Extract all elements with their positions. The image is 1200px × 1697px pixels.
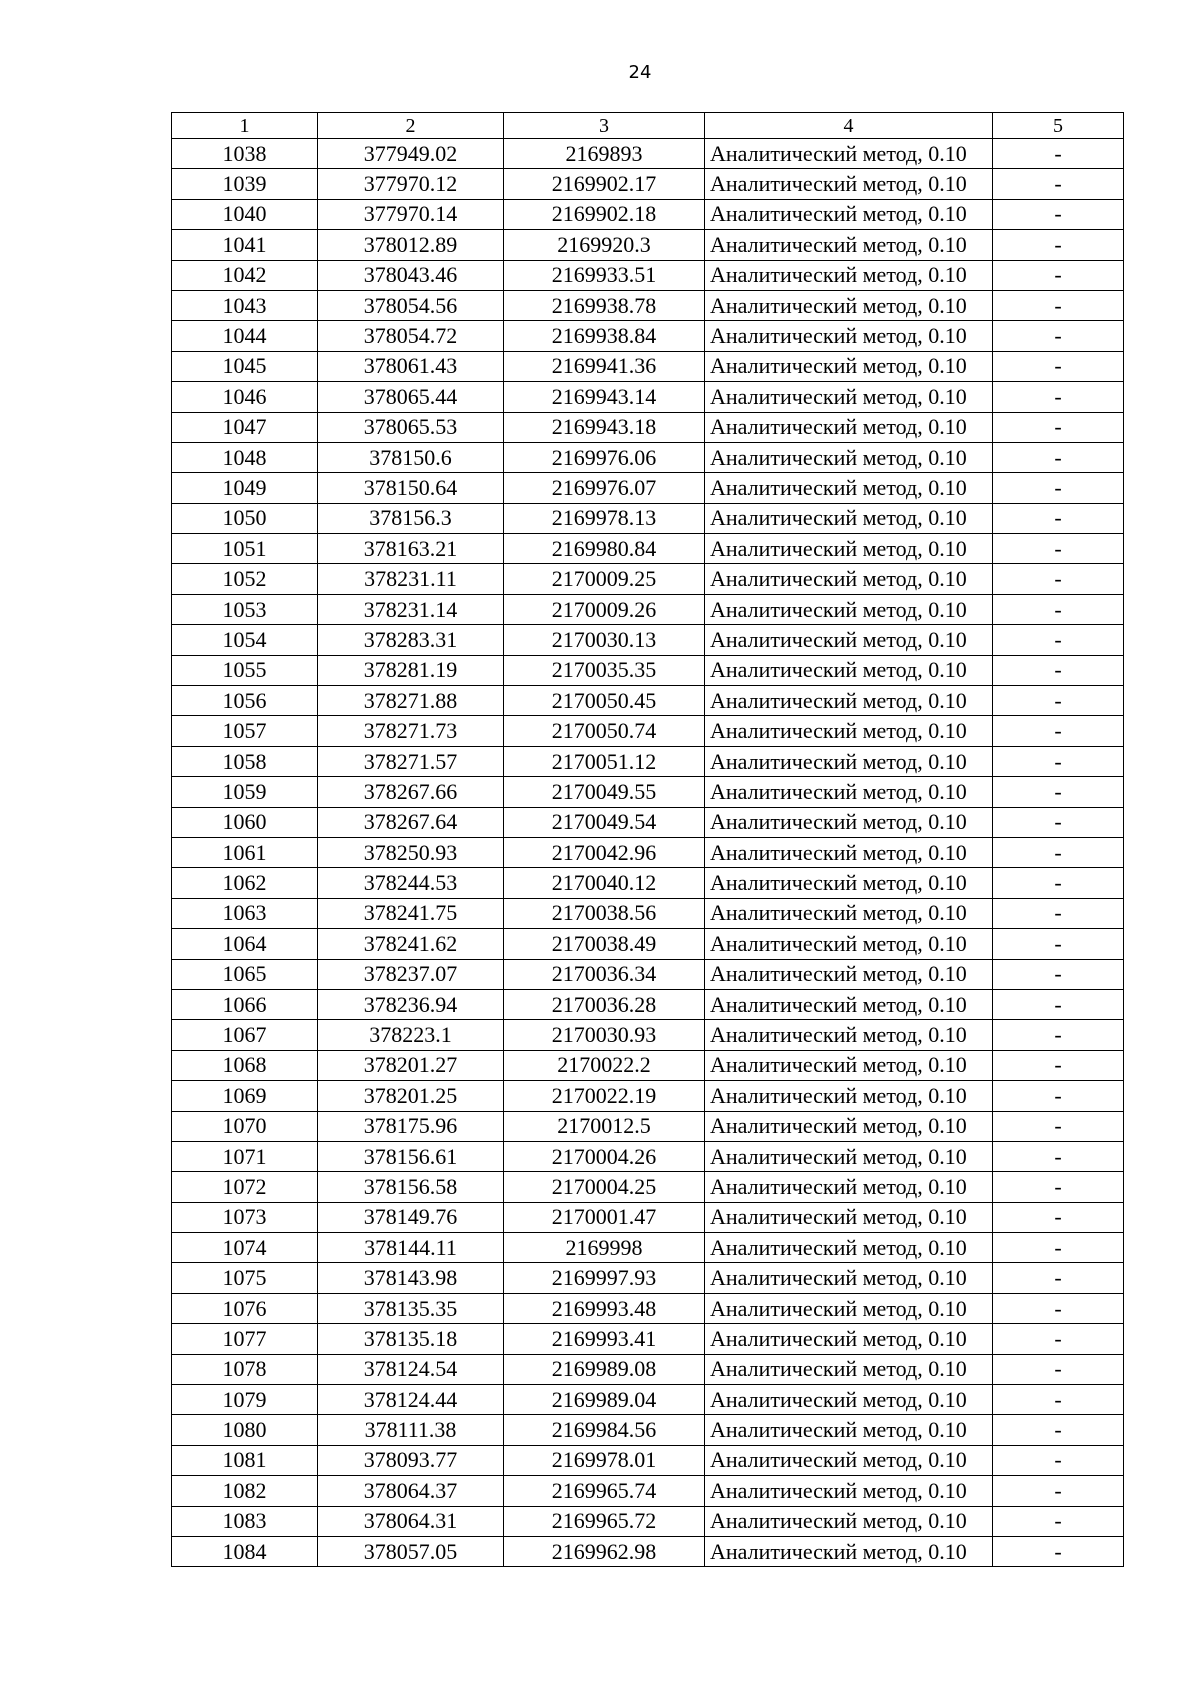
note-cell: - [993,746,1124,776]
method-cell: Аналитический метод, 0.10 [705,1172,993,1202]
y-coordinate-cell: 2169902.17 [504,169,705,199]
x-coordinate-cell: 378223.1 [318,1020,504,1050]
method-cell: Аналитический метод, 0.10 [705,290,993,320]
point-number-cell: 1056 [172,686,318,716]
method-cell: Аналитический метод, 0.10 [705,1020,993,1050]
method-cell: Аналитический метод, 0.10 [705,473,993,503]
method-cell: Аналитический метод, 0.10 [705,807,993,837]
point-number-cell: 1067 [172,1020,318,1050]
table-row [172,989,1124,1019]
table-row [172,746,1124,776]
note-cell: - [993,1324,1124,1354]
note-cell: - [993,1202,1124,1232]
y-coordinate-cell: 2169941.36 [504,351,705,381]
y-coordinate-cell: 2170038.49 [504,929,705,959]
column-header: 2 [318,113,504,139]
table-row [172,1506,1124,1536]
y-coordinate-cell: 2169978.13 [504,503,705,533]
y-coordinate-cell: 2169902.18 [504,199,705,229]
column-header: 4 [705,113,993,139]
x-coordinate-cell: 378012.89 [318,230,504,260]
table-row [172,169,1124,199]
table-row [172,260,1124,290]
x-coordinate-cell: 378231.14 [318,594,504,624]
table-row [172,625,1124,655]
point-number-cell: 1042 [172,260,318,290]
method-cell: Аналитический метод, 0.10 [705,1385,993,1415]
table-row [172,1111,1124,1141]
x-coordinate-cell: 377970.14 [318,199,504,229]
point-number-cell: 1061 [172,837,318,867]
note-cell: - [993,564,1124,594]
table-row [172,1536,1124,1566]
point-number-cell: 1068 [172,1050,318,1080]
point-number-cell: 1063 [172,898,318,928]
point-number-cell: 1052 [172,564,318,594]
point-number-cell: 1059 [172,777,318,807]
point-number-cell: 1040 [172,199,318,229]
x-coordinate-cell: 378244.53 [318,868,504,898]
point-number-cell: 1060 [172,807,318,837]
note-cell: - [993,837,1124,867]
x-coordinate-cell: 378156.61 [318,1141,504,1171]
note-cell: - [993,1233,1124,1263]
x-coordinate-cell: 378150.64 [318,473,504,503]
note-cell: - [993,1172,1124,1202]
method-cell: Аналитический метод, 0.10 [705,260,993,290]
y-coordinate-cell: 2170004.25 [504,1172,705,1202]
table-row [172,1081,1124,1111]
method-cell: Аналитический метод, 0.10 [705,503,993,533]
point-number-cell: 1069 [172,1081,318,1111]
x-coordinate-cell: 378111.38 [318,1415,504,1445]
method-cell: Аналитический метод, 0.10 [705,1324,993,1354]
point-number-cell: 1076 [172,1293,318,1323]
method-cell: Аналитический метод, 0.10 [705,746,993,776]
method-cell: Аналитический метод, 0.10 [705,837,993,867]
method-cell: Аналитический метод, 0.10 [705,1445,993,1475]
table-row [172,1233,1124,1263]
note-cell: - [993,230,1124,260]
x-coordinate-cell: 378267.66 [318,777,504,807]
table-row [172,321,1124,351]
point-number-cell: 1062 [172,868,318,898]
y-coordinate-cell: 2169997.93 [504,1263,705,1293]
x-coordinate-cell: 378241.75 [318,898,504,928]
y-coordinate-cell: 2169984.56 [504,1415,705,1445]
y-coordinate-cell: 2169962.98 [504,1536,705,1566]
y-coordinate-cell: 2170009.25 [504,564,705,594]
x-coordinate-cell: 378135.18 [318,1324,504,1354]
table-body [172,139,1124,1567]
table-row [172,1293,1124,1323]
note-cell: - [993,1354,1124,1384]
x-coordinate-cell: 378143.98 [318,1263,504,1293]
point-number-cell: 1074 [172,1233,318,1263]
table-row [172,351,1124,381]
x-coordinate-cell: 378124.54 [318,1354,504,1384]
method-cell: Аналитический метод, 0.10 [705,686,993,716]
y-coordinate-cell: 2170035.35 [504,655,705,685]
x-coordinate-cell: 378054.56 [318,290,504,320]
x-coordinate-cell: 378163.21 [318,534,504,564]
point-number-cell: 1041 [172,230,318,260]
table-row [172,959,1124,989]
table-row [172,1476,1124,1506]
method-cell: Аналитический метод, 0.10 [705,534,993,564]
note-cell: - [993,1111,1124,1141]
note-cell: - [993,686,1124,716]
y-coordinate-cell: 2170040.12 [504,868,705,898]
point-number-cell: 1065 [172,959,318,989]
note-cell: - [993,260,1124,290]
note-cell: - [993,534,1124,564]
table-row [172,837,1124,867]
method-cell: Аналитический метод, 0.10 [705,868,993,898]
y-coordinate-cell: 2169938.84 [504,321,705,351]
table-row [172,898,1124,928]
x-coordinate-cell: 378135.35 [318,1293,504,1323]
point-number-cell: 1080 [172,1415,318,1445]
point-number-cell: 1045 [172,351,318,381]
table-row [172,686,1124,716]
y-coordinate-cell: 2170030.13 [504,625,705,655]
note-cell: - [993,1415,1124,1445]
method-cell: Аналитический метод, 0.10 [705,412,993,442]
y-coordinate-cell: 2170022.2 [504,1050,705,1080]
point-number-cell: 1066 [172,989,318,1019]
table-row [172,1385,1124,1415]
note-cell: - [993,655,1124,685]
note-cell: - [993,1536,1124,1566]
column-header: 5 [993,113,1124,139]
note-cell: - [993,929,1124,959]
y-coordinate-cell: 2169976.07 [504,473,705,503]
note-cell: - [993,412,1124,442]
method-cell: Аналитический метод, 0.10 [705,625,993,655]
x-coordinate-cell: 378236.94 [318,989,504,1019]
table-row [172,199,1124,229]
point-number-cell: 1047 [172,412,318,442]
y-coordinate-cell: 2169993.41 [504,1324,705,1354]
y-coordinate-cell: 2169998 [504,1233,705,1263]
method-cell: Аналитический метод, 0.10 [705,1263,993,1293]
method-cell: Аналитический метод, 0.10 [705,1111,993,1141]
x-coordinate-cell: 378201.27 [318,1050,504,1080]
note-cell: - [993,1385,1124,1415]
method-cell: Аналитический метод, 0.10 [705,959,993,989]
y-coordinate-cell: 2169943.18 [504,412,705,442]
y-coordinate-cell: 2170004.26 [504,1141,705,1171]
point-number-cell: 1051 [172,534,318,564]
table-row [172,655,1124,685]
table-row [172,594,1124,624]
table-row [172,290,1124,320]
x-coordinate-cell: 378093.77 [318,1445,504,1475]
method-cell: Аналитический метод, 0.10 [705,1354,993,1384]
note-cell: - [993,1445,1124,1475]
table-row [172,382,1124,412]
x-coordinate-cell: 378064.31 [318,1506,504,1536]
y-coordinate-cell: 2169943.14 [504,382,705,412]
table-row [172,868,1124,898]
method-cell: Аналитический метод, 0.10 [705,1233,993,1263]
note-cell: - [993,1081,1124,1111]
point-number-cell: 1049 [172,473,318,503]
point-number-cell: 1053 [172,594,318,624]
note-cell: - [993,898,1124,928]
y-coordinate-cell: 2169965.72 [504,1506,705,1536]
point-number-cell: 1075 [172,1263,318,1293]
point-number-cell: 1048 [172,442,318,472]
y-coordinate-cell: 2169920.3 [504,230,705,260]
x-coordinate-cell: 378267.64 [318,807,504,837]
note-cell: - [993,1476,1124,1506]
method-cell: Аналитический метод, 0.10 [705,1202,993,1232]
note-cell: - [993,1020,1124,1050]
y-coordinate-cell: 2169989.08 [504,1354,705,1384]
method-cell: Аналитический метод, 0.10 [705,230,993,260]
x-coordinate-cell: 378271.57 [318,746,504,776]
point-number-cell: 1070 [172,1111,318,1141]
y-coordinate-cell: 2170022.19 [504,1081,705,1111]
point-number-cell: 1072 [172,1172,318,1202]
x-coordinate-cell: 378124.44 [318,1385,504,1415]
note-cell: - [993,777,1124,807]
table-row [172,1354,1124,1384]
table-row [172,442,1124,472]
method-cell: Аналитический метод, 0.10 [705,564,993,594]
method-cell: Аналитический метод, 0.10 [705,1415,993,1445]
method-cell: Аналитический метод, 0.10 [705,898,993,928]
note-cell: - [993,382,1124,412]
method-cell: Аналитический метод, 0.10 [705,655,993,685]
point-number-cell: 1077 [172,1324,318,1354]
note-cell: - [993,321,1124,351]
method-cell: Аналитический метод, 0.10 [705,139,993,169]
x-coordinate-cell: 378283.31 [318,625,504,655]
x-coordinate-cell: 377949.02 [318,139,504,169]
table-row [172,139,1124,169]
point-number-cell: 1083 [172,1506,318,1536]
note-cell: - [993,594,1124,624]
note-cell: - [993,473,1124,503]
y-coordinate-cell: 2170012.5 [504,1111,705,1141]
y-coordinate-cell: 2169965.74 [504,1476,705,1506]
point-number-cell: 1071 [172,1141,318,1171]
x-coordinate-cell: 378065.53 [318,412,504,442]
y-coordinate-cell: 2170038.56 [504,898,705,928]
method-cell: Аналитический метод, 0.10 [705,351,993,381]
method-cell: Аналитический метод, 0.10 [705,1476,993,1506]
method-cell: Аналитический метод, 0.10 [705,777,993,807]
y-coordinate-cell: 2170036.28 [504,989,705,1019]
table-row [172,412,1124,442]
note-cell: - [993,442,1124,472]
column-header: 3 [504,113,705,139]
point-number-cell: 1081 [172,1445,318,1475]
y-coordinate-cell: 2169893 [504,139,705,169]
x-coordinate-cell: 378237.07 [318,959,504,989]
point-number-cell: 1054 [172,625,318,655]
table-row [172,1050,1124,1080]
y-coordinate-cell: 2169980.84 [504,534,705,564]
table-row [172,807,1124,837]
method-cell: Аналитический метод, 0.10 [705,442,993,472]
table-row [172,1445,1124,1475]
point-number-cell: 1046 [172,382,318,412]
note-cell: - [993,989,1124,1019]
method-cell: Аналитический метод, 0.10 [705,929,993,959]
table-row [172,929,1124,959]
y-coordinate-cell: 2170050.45 [504,686,705,716]
y-coordinate-cell: 2170049.55 [504,777,705,807]
x-coordinate-cell: 378149.76 [318,1202,504,1232]
point-number-cell: 1038 [172,139,318,169]
table-row [172,564,1124,594]
note-cell: - [993,199,1124,229]
point-number-cell: 1064 [172,929,318,959]
y-coordinate-cell: 2170051.12 [504,746,705,776]
x-coordinate-cell: 378175.96 [318,1111,504,1141]
x-coordinate-cell: 378156.3 [318,503,504,533]
note-cell: - [993,503,1124,533]
x-coordinate-cell: 378201.25 [318,1081,504,1111]
point-number-cell: 1073 [172,1202,318,1232]
point-number-cell: 1044 [172,321,318,351]
table-row [172,777,1124,807]
y-coordinate-cell: 2170049.54 [504,807,705,837]
point-number-cell: 1058 [172,746,318,776]
method-cell: Аналитический метод, 0.10 [705,382,993,412]
note-cell: - [993,1141,1124,1171]
column-header: 1 [172,113,318,139]
point-number-cell: 1078 [172,1354,318,1384]
table-row [172,1415,1124,1445]
note-cell: - [993,868,1124,898]
x-coordinate-cell: 378054.72 [318,321,504,351]
x-coordinate-cell: 378241.62 [318,929,504,959]
method-cell: Аналитический метод, 0.10 [705,1141,993,1171]
note-cell: - [993,139,1124,169]
note-cell: - [993,807,1124,837]
note-cell: - [993,1050,1124,1080]
coordinates-table [171,112,1124,1567]
y-coordinate-cell: 2170050.74 [504,716,705,746]
y-coordinate-cell: 2170001.47 [504,1202,705,1232]
y-coordinate-cell: 2170009.26 [504,594,705,624]
table-row [172,473,1124,503]
x-coordinate-cell: 378064.37 [318,1476,504,1506]
point-number-cell: 1055 [172,655,318,685]
note-cell: - [993,1506,1124,1536]
table-header-row [172,113,1124,139]
x-coordinate-cell: 378250.93 [318,837,504,867]
note-cell: - [993,959,1124,989]
method-cell: Аналитический метод, 0.10 [705,169,993,199]
note-cell: - [993,290,1124,320]
method-cell: Аналитический метод, 0.10 [705,1536,993,1566]
point-number-cell: 1050 [172,503,318,533]
y-coordinate-cell: 2169938.78 [504,290,705,320]
point-number-cell: 1079 [172,1385,318,1415]
point-number-cell: 1039 [172,169,318,199]
table-row [172,1172,1124,1202]
x-coordinate-cell: 378057.05 [318,1536,504,1566]
x-coordinate-cell: 378061.43 [318,351,504,381]
point-number-cell: 1082 [172,1476,318,1506]
x-coordinate-cell: 378156.58 [318,1172,504,1202]
table-row [172,1202,1124,1232]
y-coordinate-cell: 2169978.01 [504,1445,705,1475]
note-cell: - [993,1293,1124,1323]
note-cell: - [993,351,1124,381]
method-cell: Аналитический метод, 0.10 [705,321,993,351]
table-row [172,1263,1124,1293]
point-number-cell: 1084 [172,1536,318,1566]
y-coordinate-cell: 2169989.04 [504,1385,705,1415]
y-coordinate-cell: 2169976.06 [504,442,705,472]
x-coordinate-cell: 378281.19 [318,655,504,685]
y-coordinate-cell: 2169933.51 [504,260,705,290]
y-coordinate-cell: 2170030.93 [504,1020,705,1050]
note-cell: - [993,625,1124,655]
y-coordinate-cell: 2170036.34 [504,959,705,989]
note-cell: - [993,169,1124,199]
x-coordinate-cell: 378065.44 [318,382,504,412]
method-cell: Аналитический метод, 0.10 [705,1050,993,1080]
x-coordinate-cell: 378150.6 [318,442,504,472]
point-number-cell: 1057 [172,716,318,746]
table-row [172,534,1124,564]
method-cell: Аналитический метод, 0.10 [705,1081,993,1111]
method-cell: Аналитический метод, 0.10 [705,1293,993,1323]
x-coordinate-cell: 378271.73 [318,716,504,746]
x-coordinate-cell: 378043.46 [318,260,504,290]
x-coordinate-cell: 378231.11 [318,564,504,594]
y-coordinate-cell: 2169993.48 [504,1293,705,1323]
method-cell: Аналитический метод, 0.10 [705,716,993,746]
table-row [172,503,1124,533]
note-cell: - [993,716,1124,746]
table-row [172,1141,1124,1171]
table-row [172,1324,1124,1354]
table-row [172,230,1124,260]
x-coordinate-cell: 378144.11 [318,1233,504,1263]
method-cell: Аналитический метод, 0.10 [705,989,993,1019]
page-number: 24 [628,62,652,83]
method-cell: Аналитический метод, 0.10 [705,199,993,229]
x-coordinate-cell: 377970.12 [318,169,504,199]
method-cell: Аналитический метод, 0.10 [705,594,993,624]
table-row [172,1020,1124,1050]
note-cell: - [993,1263,1124,1293]
point-number-cell: 1043 [172,290,318,320]
table-row [172,716,1124,746]
method-cell: Аналитический метод, 0.10 [705,1506,993,1536]
y-coordinate-cell: 2170042.96 [504,837,705,867]
x-coordinate-cell: 378271.88 [318,686,504,716]
